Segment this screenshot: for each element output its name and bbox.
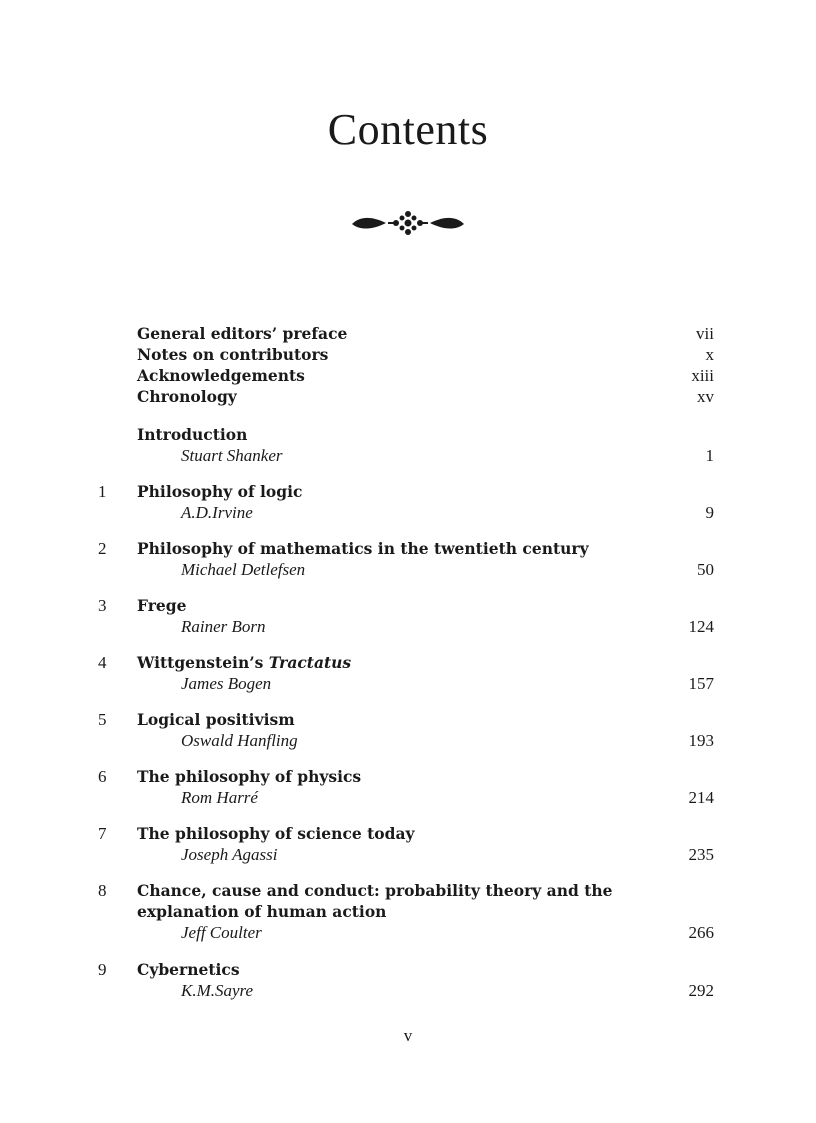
entry-page: x bbox=[705, 345, 714, 364]
entry-page: 124 bbox=[688, 617, 714, 636]
chapter-number: 5 bbox=[98, 710, 107, 729]
entry-page: 235 bbox=[688, 845, 714, 864]
chapter-number: 8 bbox=[98, 881, 107, 900]
entry-title-italic: Tractatus bbox=[268, 653, 352, 672]
entry-author: A.D.Irvine bbox=[181, 503, 253, 522]
entry-author: Rom Harré bbox=[181, 788, 258, 807]
entry-author: K.M.Sayre bbox=[181, 981, 254, 1000]
entry-author: Michael Detlefsen bbox=[181, 560, 306, 579]
entry-page: vii bbox=[696, 324, 714, 343]
entry-page: 193 bbox=[688, 731, 714, 750]
entry-title: Chronology bbox=[137, 387, 237, 406]
entry-author: Jeff Coulter bbox=[181, 923, 262, 942]
entry-page: xiii bbox=[691, 366, 714, 385]
entry-author: James Bogen bbox=[181, 674, 272, 693]
entry-title: General editors’ preface bbox=[137, 324, 348, 343]
entry-title: The philosophy of physics bbox=[137, 767, 362, 786]
chapter-number: 1 bbox=[98, 482, 107, 501]
entry-title-wrapper bbox=[137, 653, 351, 672]
entry-title: Frege bbox=[137, 596, 187, 615]
entry-page: xv bbox=[697, 387, 714, 406]
entry-title: Introduction bbox=[137, 425, 248, 444]
fleuron-ornament-icon bbox=[348, 208, 468, 238]
page-folio: v bbox=[403, 1026, 413, 1045]
entry-author: Oswald Hanfling bbox=[181, 731, 298, 750]
entry-title-line2: explanation of human action bbox=[137, 902, 387, 921]
chapter-number: 4 bbox=[98, 653, 107, 672]
entry-author: Stuart Shanker bbox=[181, 446, 283, 465]
chapter-number: 7 bbox=[98, 824, 107, 843]
chapter-number: 2 bbox=[98, 539, 107, 558]
entry-page: 214 bbox=[688, 788, 714, 807]
entry-page: 266 bbox=[688, 923, 714, 942]
chapter-number: 9 bbox=[98, 960, 107, 979]
entry-title: Chance, cause and conduct: probability theory and the bbox=[137, 881, 613, 900]
entry-author: Joseph Agassi bbox=[181, 845, 278, 864]
entry-page: 1 bbox=[705, 446, 714, 465]
entry-page: 157 bbox=[688, 674, 714, 693]
page-title: Contents bbox=[327, 105, 489, 154]
entry-title: Logical positivism bbox=[137, 710, 295, 729]
entry-page: 9 bbox=[705, 503, 714, 522]
chapter-number: 3 bbox=[98, 596, 107, 615]
entry-page: 50 bbox=[697, 560, 714, 579]
entry-title: Notes on contributors bbox=[137, 345, 329, 364]
entry-title: Philosophy of mathematics in the twentieth century bbox=[137, 539, 589, 558]
entry-page: 292 bbox=[688, 981, 714, 1000]
entry-title: Cybernetics bbox=[137, 960, 240, 979]
entry-title: Philosophy of logic bbox=[137, 482, 303, 501]
entry-title: The philosophy of science today bbox=[137, 824, 415, 843]
chapter-number: 6 bbox=[98, 767, 107, 786]
entry-title: Acknowledgements bbox=[137, 366, 305, 385]
entry-title: Wittgenstein’s bbox=[137, 653, 269, 672]
entry-author: Rainer Born bbox=[181, 617, 266, 636]
